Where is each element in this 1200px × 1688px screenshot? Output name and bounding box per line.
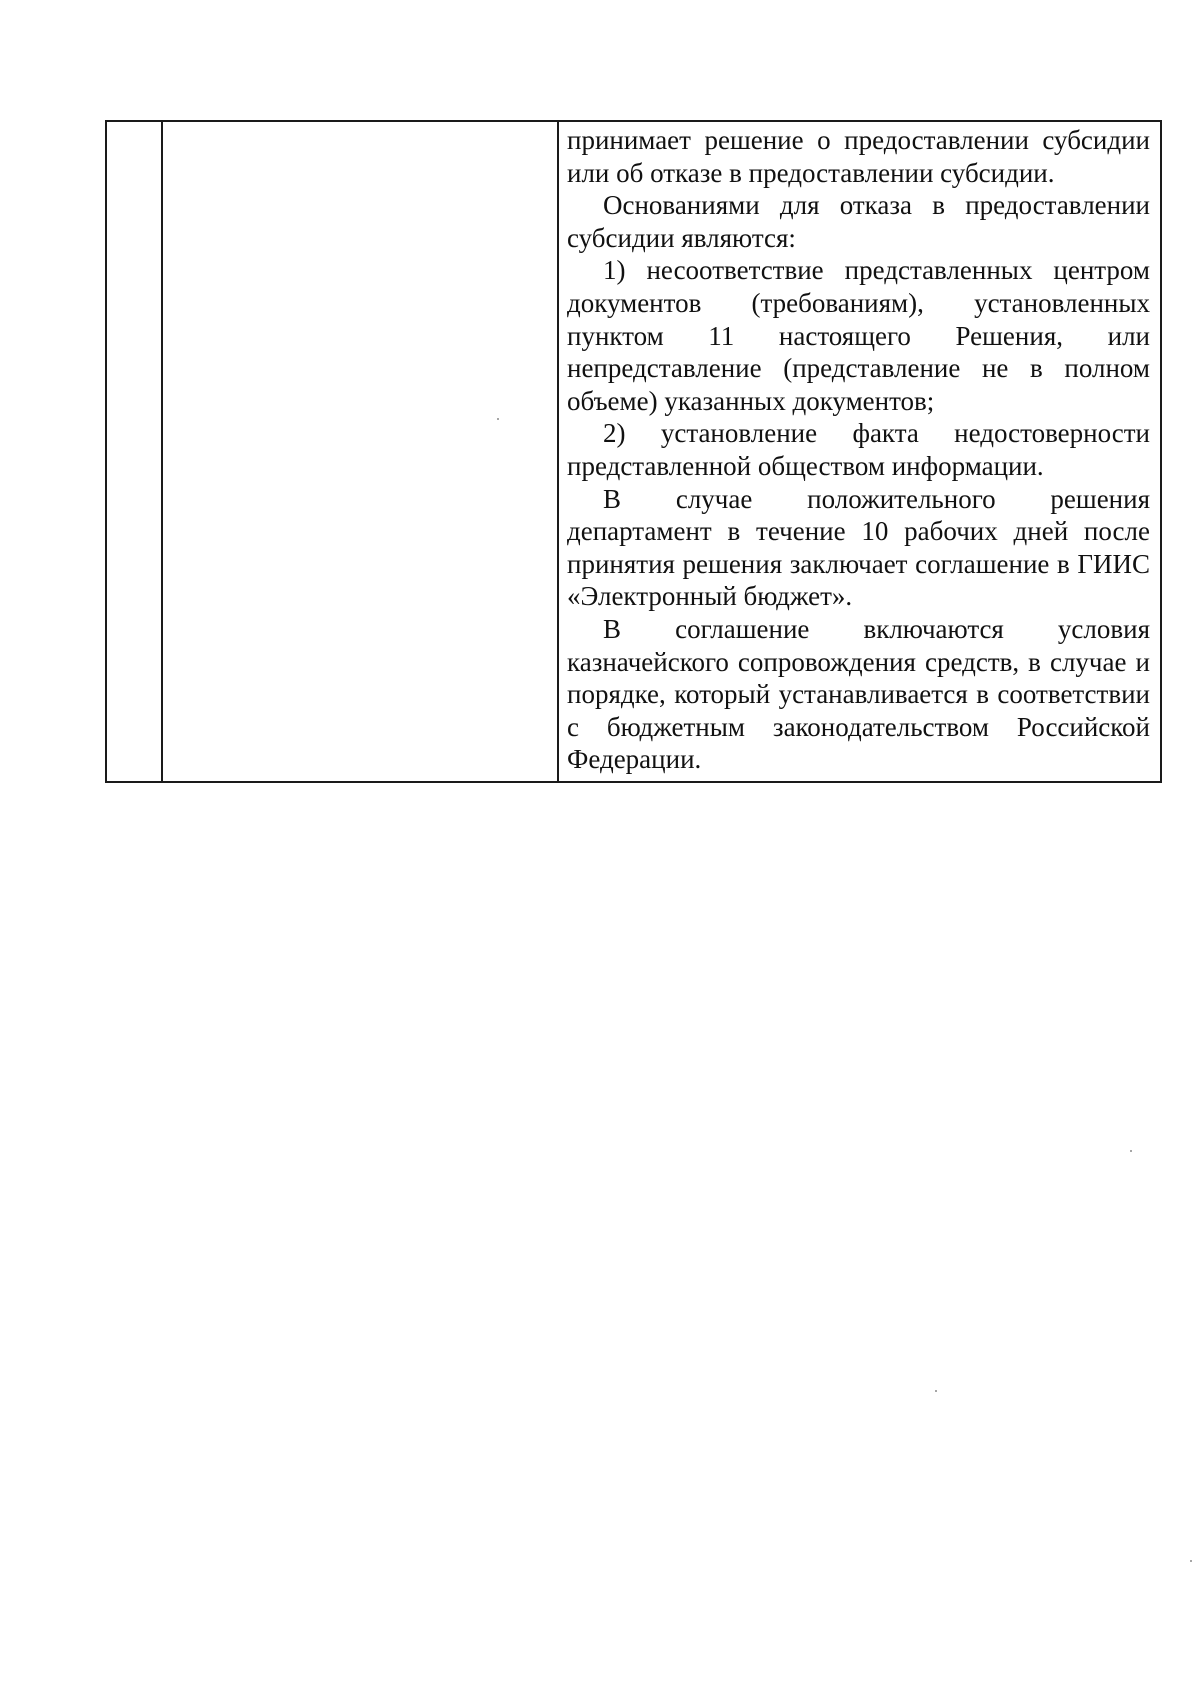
paragraph-agreement-terms: В соглашение включаются условия казначейского сопровождения средств, в случае и порядке, который устанавливается в соответствии с бюджетным законодательством Российской Федерации. — [567, 613, 1150, 775]
paragraph-ground-1: 1) несоответствие представленных центром документов (требованиям), установленных пунктом 11 настоящего Решения, или непредставление (представление не в полном объеме) указанных документов; — [567, 255, 1150, 416]
table-cell-name — [163, 122, 559, 781]
scan-speck — [1190, 1560, 1192, 1562]
paragraph-refusal-grounds: Основаниями для отказа в предоставлении субсидии являются: — [567, 190, 1150, 253]
table-cell-content — [559, 122, 1160, 781]
scan-speck — [1130, 1150, 1132, 1152]
document-table — [105, 120, 1162, 783]
table-cell-number — [107, 122, 163, 781]
paragraph-ground-2: 2) установление факта недостоверности представленной обществом информации. — [567, 418, 1150, 481]
scan-speck — [497, 418, 499, 420]
paragraph-decision: принимает решение о предоставлении субсидии или об отказе в предоставлении субсидии. — [567, 125, 1150, 188]
scan-speck — [935, 1390, 937, 1392]
paragraph-positive-decision: В случае положительного решения департамент в течение 10 рабочих дней после принятия решения заключает соглашение в ГИИС «Электронный бюджет». — [567, 483, 1150, 612]
